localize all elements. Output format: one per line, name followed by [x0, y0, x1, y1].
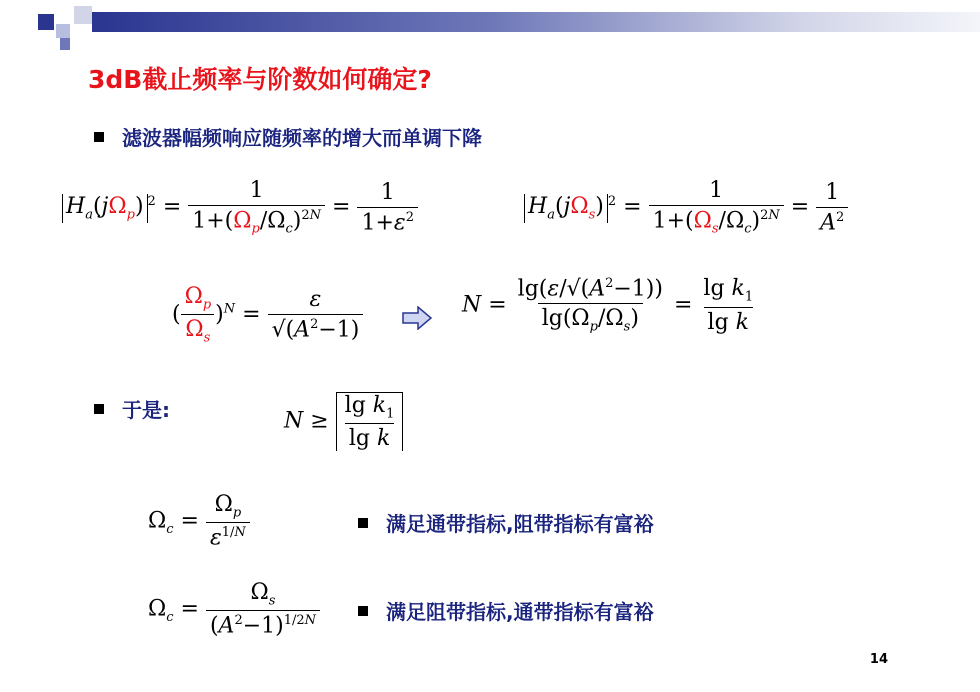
header-square-dark [38, 14, 54, 30]
right-arrow-icon [402, 306, 432, 334]
slide-title: 3dB截止频率与阶数如何确定? [88, 65, 432, 94]
bullet-stopband-spec-text: 满足阻带指标,通带指标有富裕 [386, 600, 654, 624]
bullet-therefore-text: 于是: [122, 398, 170, 422]
header-square-light [56, 24, 70, 38]
page-number: 14 [869, 652, 888, 667]
square-bullet-icon [358, 606, 368, 616]
header-gradient-bar [92, 12, 980, 32]
square-bullet-icon [94, 404, 104, 414]
header-decoration [0, 0, 980, 56]
bullet-monotonic-text: 滤波器幅频响应随频率的增大而单调下降 [122, 126, 482, 150]
header-square-pale [74, 6, 92, 24]
header-square-mid [60, 38, 70, 50]
formula-cutoff-stopband: $\Omega_c$ = $\frac{\Omega_s}{(A^2-1)^{1/2N}}$ [148, 580, 320, 639]
square-bullet-icon [358, 518, 368, 528]
formula-order-log: N = $\frac{\lg(\varepsilon/√(A^2-1))}{\lg(\Omega_p/\Omega_s)}$ = $\frac{\lg k_1}{\text{lg k}}$ [462, 276, 754, 335]
formula-stopband-magnitude: $H_a(j\Omega_s) ^2$ = $\frac{1}{1+(\Omega_s/\Omega_c)^{2N}}$ = $\frac{1}{A^2}$ [524, 178, 848, 237]
formula-cutoff-passband: $\Omega_c$ = $\frac{\Omega_p}{\varepsilon^{1/N}}$ [148, 492, 250, 551]
square-bullet-icon [94, 132, 104, 142]
formula-order-ceil: N ≥ $\frac{\lg k_1}{\text{lg k}}$ [284, 392, 403, 451]
formula-passband-magnitude: $H_a(j\Omega_p) ^2$ = $\frac{1}{1+(\Omega_p/\Omega_c)^{2N}}$ = $\frac{1}{1+\varepsilon^2}$ [62, 178, 418, 237]
bullet-passband-spec-text: 满足通带指标,阻带指标有富裕 [386, 512, 654, 536]
formula-ratio-power: ( $\frac{\Omega_p}{\Omega_s}$ )$^N$ = $\frac{\varepsilon}{√(A^2-1)}$ [172, 284, 363, 346]
